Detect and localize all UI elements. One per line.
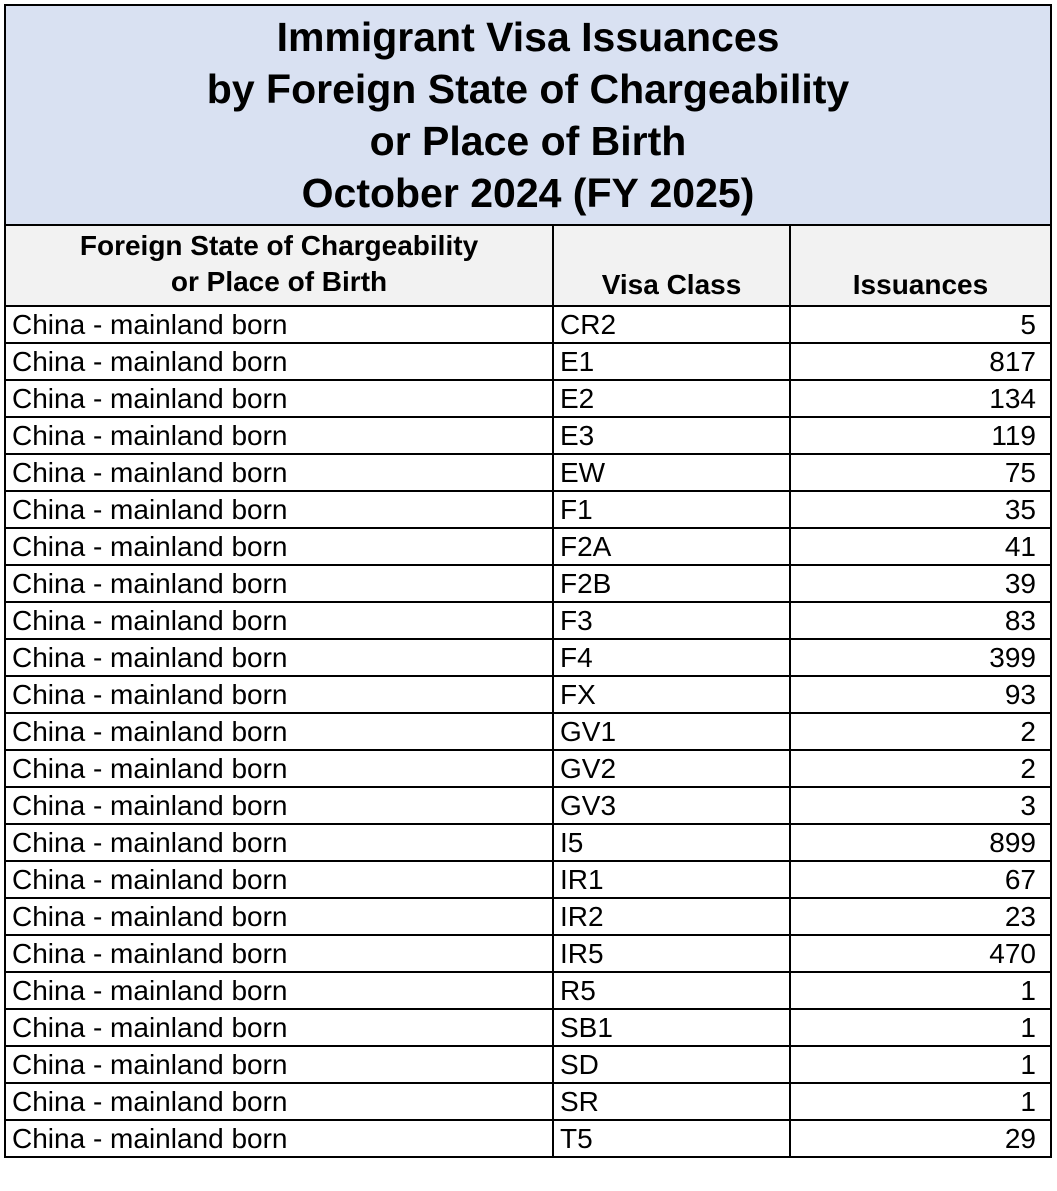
cell-visa-class: CR2	[553, 306, 790, 343]
cell-country: China - mainland born	[5, 713, 553, 750]
title-line-2: by Foreign State of Chargeability	[206, 66, 850, 112]
cell-issuances: 41	[790, 528, 1051, 565]
issuances-table	[4, 4, 1052, 1158]
cell-country: China - mainland born	[5, 676, 553, 713]
cell-issuances: 134	[790, 380, 1051, 417]
cell-visa-class: F3	[553, 602, 790, 639]
cell-country: China - mainland born	[5, 380, 553, 417]
table-row	[5, 343, 1051, 380]
table-row	[5, 639, 1051, 676]
cell-visa-class: SR	[553, 1083, 790, 1120]
table-row	[5, 454, 1051, 491]
cell-visa-class: GV2	[553, 750, 790, 787]
title-line-3: or Place of Birth	[369, 118, 687, 164]
table-row	[5, 1120, 1051, 1157]
table-row	[5, 824, 1051, 861]
cell-country: China - mainland born	[5, 454, 553, 491]
title-line-4: October 2024 (FY 2025)	[301, 170, 755, 216]
cell-issuances: 29	[790, 1120, 1051, 1157]
cell-issuances: 1	[790, 1009, 1051, 1046]
cell-country: China - mainland born	[5, 528, 553, 565]
table-row	[5, 565, 1051, 602]
cell-visa-class: F2B	[553, 565, 790, 602]
cell-issuances: 75	[790, 454, 1051, 491]
cell-visa-class: GV1	[553, 713, 790, 750]
cell-issuances: 2	[790, 713, 1051, 750]
table-row	[5, 1083, 1051, 1120]
cell-issuances: 3	[790, 787, 1051, 824]
cell-visa-class: F2A	[553, 528, 790, 565]
table-row	[5, 787, 1051, 824]
cell-issuances: 67	[790, 861, 1051, 898]
cell-country: China - mainland born	[5, 565, 553, 602]
cell-country: China - mainland born	[5, 639, 553, 676]
cell-visa-class: IR1	[553, 861, 790, 898]
cell-country: China - mainland born	[5, 1009, 553, 1046]
cell-country: China - mainland born	[5, 898, 553, 935]
cell-country: China - mainland born	[5, 306, 553, 343]
cell-visa-class: F1	[553, 491, 790, 528]
column-header-visa-class: Visa Class	[553, 225, 790, 306]
cell-issuances: 2	[790, 750, 1051, 787]
cell-issuances: 817	[790, 343, 1051, 380]
title-line-1: Immigrant Visa Issuances	[276, 14, 780, 60]
table-row	[5, 935, 1051, 972]
cell-visa-class: F4	[553, 639, 790, 676]
title-row	[5, 5, 1051, 225]
cell-issuances: 399	[790, 639, 1051, 676]
cell-visa-class: R5	[553, 972, 790, 1009]
table-row	[5, 713, 1051, 750]
cell-country: China - mainland born	[5, 787, 553, 824]
table-row	[5, 602, 1051, 639]
cell-issuances: 5	[790, 306, 1051, 343]
column-header-country	[5, 225, 553, 306]
column-header-country-line-1: Foreign State of Chargeability	[79, 230, 479, 261]
table-row	[5, 380, 1051, 417]
cell-visa-class: EW	[553, 454, 790, 491]
cell-visa-class: I5	[553, 824, 790, 861]
table-row	[5, 750, 1051, 787]
table-row	[5, 1009, 1051, 1046]
cell-visa-class: IR5	[553, 935, 790, 972]
cell-issuances: 1	[790, 1083, 1051, 1120]
table-row	[5, 491, 1051, 528]
column-header-issuances: Issuances	[790, 225, 1051, 306]
cell-country: China - mainland born	[5, 750, 553, 787]
cell-visa-class: E1	[553, 343, 790, 380]
cell-visa-class: SB1	[553, 1009, 790, 1046]
cell-issuances: 23	[790, 898, 1051, 935]
table-row	[5, 972, 1051, 1009]
cell-issuances: 39	[790, 565, 1051, 602]
table-body	[5, 306, 1051, 1157]
table-row	[5, 528, 1051, 565]
table-row	[5, 676, 1051, 713]
cell-visa-class: SD	[553, 1046, 790, 1083]
cell-country: China - mainland born	[5, 343, 553, 380]
table-row	[5, 861, 1051, 898]
cell-country: China - mainland born	[5, 824, 553, 861]
cell-issuances: 35	[790, 491, 1051, 528]
cell-country: China - mainland born	[5, 972, 553, 1009]
report-title	[5, 5, 1051, 225]
cell-issuances: 83	[790, 602, 1051, 639]
cell-issuances: 1	[790, 1046, 1051, 1083]
cell-country: China - mainland born	[5, 935, 553, 972]
table-row	[5, 306, 1051, 343]
cell-issuances: 899	[790, 824, 1051, 861]
cell-country: China - mainland born	[5, 602, 553, 639]
cell-visa-class: FX	[553, 676, 790, 713]
cell-country: China - mainland born	[5, 1046, 553, 1083]
cell-visa-class: GV3	[553, 787, 790, 824]
cell-visa-class: E2	[553, 380, 790, 417]
cell-visa-class: IR2	[553, 898, 790, 935]
cell-issuances: 93	[790, 676, 1051, 713]
cell-country: China - mainland born	[5, 417, 553, 454]
column-header-country-line-2: or Place of Birth	[170, 266, 388, 297]
cell-country: China - mainland born	[5, 1120, 553, 1157]
table-row	[5, 417, 1051, 454]
cell-issuances: 1	[790, 972, 1051, 1009]
table-row	[5, 1046, 1051, 1083]
cell-country: China - mainland born	[5, 1083, 553, 1120]
cell-visa-class: T5	[553, 1120, 790, 1157]
column-header-row	[5, 225, 1051, 306]
cell-visa-class: E3	[553, 417, 790, 454]
cell-issuances: 119	[790, 417, 1051, 454]
table-row	[5, 898, 1051, 935]
cell-country: China - mainland born	[5, 491, 553, 528]
cell-country: China - mainland born	[5, 861, 553, 898]
cell-issuances: 470	[790, 935, 1051, 972]
